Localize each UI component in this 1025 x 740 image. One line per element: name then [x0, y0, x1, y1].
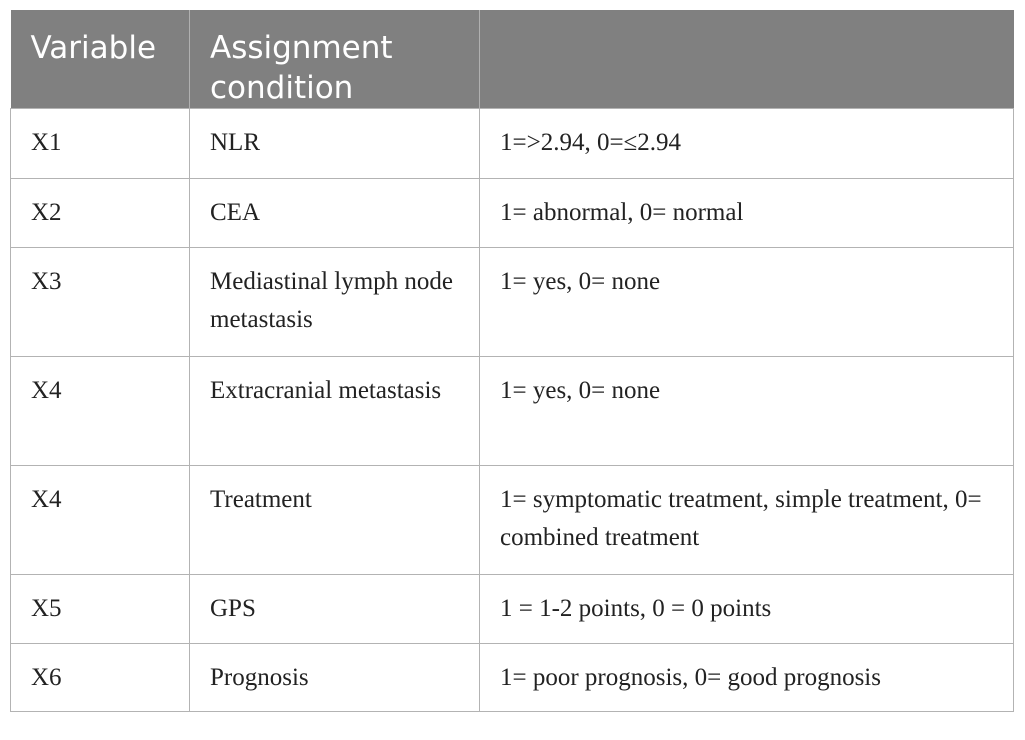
table-row — [11, 109, 1014, 179]
cell-assignment: 1= yes, 0= none — [480, 357, 1014, 466]
header-row — [11, 10, 1014, 109]
table-row — [11, 357, 1014, 466]
cell-variable: X2 — [11, 179, 190, 248]
cell-assignment: 1 = 1-2 points, 0 = 0 points — [480, 575, 1014, 644]
header-blank — [480, 10, 1014, 109]
cell-name: GPS — [190, 575, 480, 644]
header-variable: Variable — [11, 10, 190, 109]
table-body — [11, 109, 1014, 712]
table-row — [11, 575, 1014, 644]
cell-name: Mediastinal lymph node metastasis — [190, 248, 480, 357]
variable-assignment-table — [10, 10, 1014, 712]
header-assignment-condition: Assignment condition — [190, 10, 480, 109]
cell-assignment: 1= abnormal, 0= normal — [480, 179, 1014, 248]
cell-variable: X4 — [11, 357, 190, 466]
cell-assignment: 1= symptomatic treatment, simple treatment, 0= combined treatment — [480, 466, 1014, 575]
cell-variable: X6 — [11, 644, 190, 712]
cell-name: Treatment — [190, 466, 480, 575]
table-row — [11, 644, 1014, 712]
cell-name: CEA — [190, 179, 480, 248]
cell-name: Extracranial metastasis — [190, 357, 480, 466]
table-row — [11, 179, 1014, 248]
table-header — [11, 10, 1014, 109]
cell-variable: X3 — [11, 248, 190, 357]
cell-assignment: 1=>2.94, 0=≤2.94 — [480, 109, 1014, 179]
assignment-table-container — [10, 10, 1013, 712]
table-row — [11, 466, 1014, 575]
table-row — [11, 248, 1014, 357]
cell-variable: X1 — [11, 109, 190, 179]
cell-variable: X4 — [11, 466, 190, 575]
cell-name: Prognosis — [190, 644, 480, 712]
cell-assignment: 1= poor prognosis, 0= good prognosis — [480, 644, 1014, 712]
cell-variable: X5 — [11, 575, 190, 644]
cell-name: NLR — [190, 109, 480, 179]
cell-assignment: 1= yes, 0= none — [480, 248, 1014, 357]
